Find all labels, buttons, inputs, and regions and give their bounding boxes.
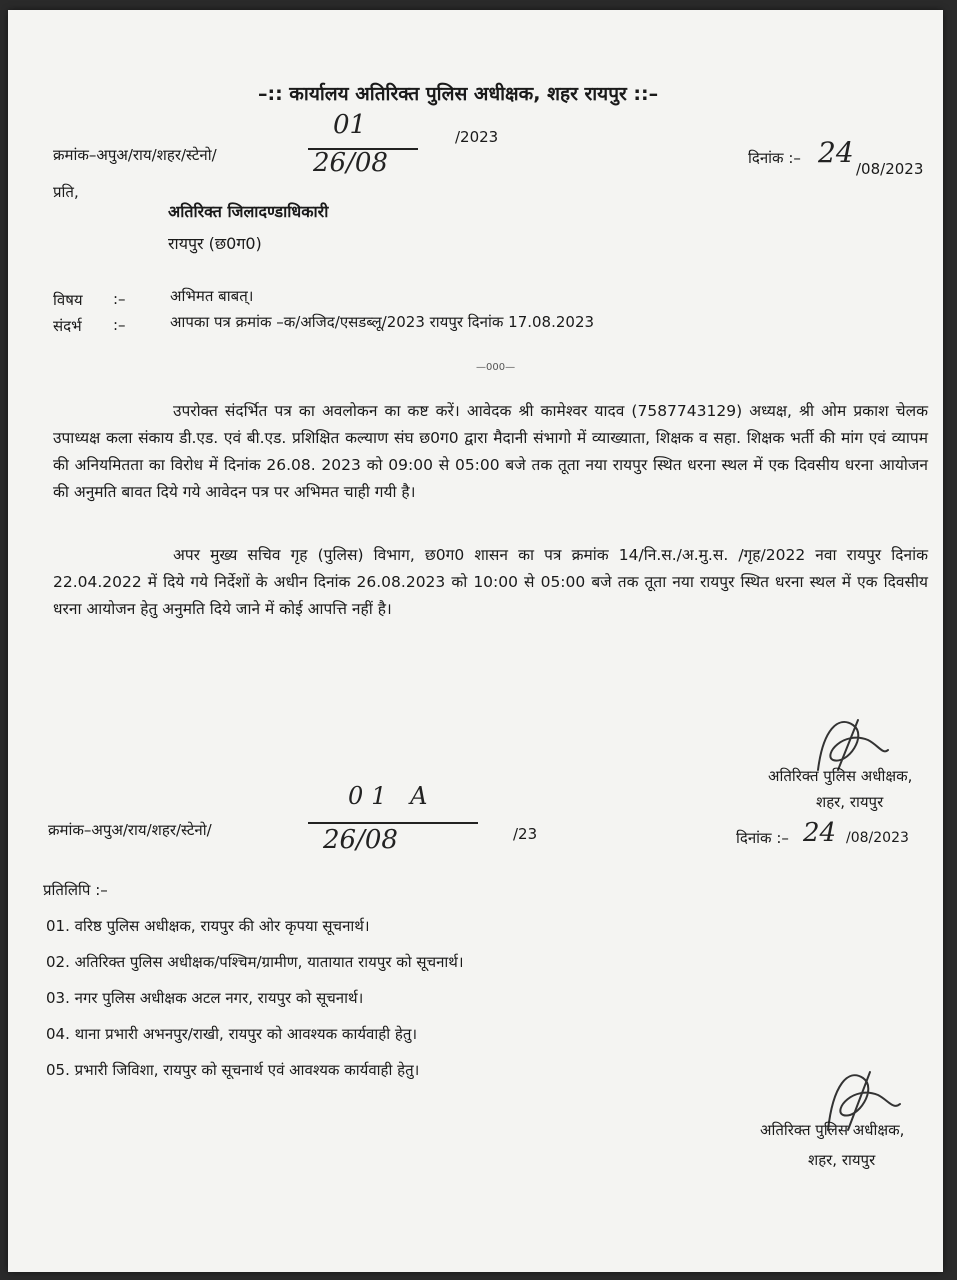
- handwritten-date-day: 24: [818, 136, 854, 169]
- handwritten-date-bottom-day: 24: [803, 818, 837, 848]
- signature-1-designation: अतिरिक्त पुलिस अधीक्षक,: [768, 767, 913, 785]
- ref-number-label: क्रमांक–अपुअ/राय/शहर/स्टेनो/: [53, 146, 217, 164]
- signature-2-location: शहर, रायपुर: [808, 1151, 876, 1169]
- body-paragraph-1-text: उपरोक्त संदर्भित पत्र का अवलोकन का कष्ट करें। आवेदक श्री कामेश्वर यादव (7587743129) अध्यक्ष, श्री ओम प्रकाश चेलक उपाध्यक्ष कला संकाय डी.एड. एवं बी.एड. प्रशिक्षित कल्याण संघ छ0ग0 द्वारा मैदानी संभागो में व्याख्याता, शिक्षक व सहा. शिक्षक भर्ती की मांग एवं व्यापम की अनियमितता का विरोध में दिनांक 26.08. 2023 को 09:00 से 05:00 बजे तक तूता नया रायपुर स्थित धरना स्थल में एक दिवसीय धरना आयोजन की अनुमति बावत दिये गये आवेदन पत्र पर अभिमत चाही गयी है।: [53, 402, 928, 501]
- handwritten-ref-bottom: 26/08: [313, 148, 388, 178]
- ref-year: /2023: [455, 128, 499, 146]
- handwritten-ref-bottom-bottom: 26/08: [323, 825, 398, 855]
- recipient-line1: अतिरिक्त जिलादण्डाधिकारी: [168, 202, 329, 221]
- recipient-line2: रायपुर (छ0ग0): [168, 234, 262, 253]
- body-paragraph-2: [53, 542, 928, 623]
- date-bottom-suffix: /08/2023: [846, 830, 909, 846]
- copy-item-4: 04. थाना प्रभारी अभनपुर/राखी, रायपुर को आवश्यक कार्यवाही हेतु।: [46, 1025, 418, 1043]
- body-paragraph-1: [53, 398, 928, 506]
- subject-label: विषय: [53, 291, 83, 309]
- date-bottom-label: दिनांक :–: [736, 829, 789, 847]
- reference-sep: :–: [113, 316, 126, 334]
- signature-2-designation: अतिरिक्त पुलिस अधीक्षक,: [760, 1121, 905, 1139]
- copy-item-2: 02. अतिरिक्त पुलिस अधीक्षक/पश्चिम/ग्रामीण, यातायात रायपुर को सूचनार्थ।: [46, 953, 464, 971]
- reference-text: आपका पत्र क्रमांक –क/अजिद/एसडब्लू/2023 रायपुर दिनांक 17.08.2023: [170, 313, 595, 331]
- body-paragraph-2-text: अपर मुख्य सचिव गृह (पुलिस) विभाग, छ0ग0 शासन का पत्र क्रमांक 14/नि.स./अ.मु.स. /गृह/2022 नवा रायपुर दिनांक 22.04.2022 में दिये गये निर्देशों के अधीन दिनांक 26.08.2023 को 10:00 से 05:00 बजे तक तूता नया रायपुर स्थित धरना स्थल में एक दिवसीय धरना आयोजन हेतु अनुमति दिये जाने में कोई आपत्ति नहीं है।: [53, 546, 928, 618]
- copy-item-5: 05. प्रभारी जिविशा, रायपुर को सूचनार्थ एवं आवश्यक कार्यवाही हेतु।: [46, 1061, 420, 1079]
- handwritten-fraction-line-2: [308, 822, 478, 824]
- date-label: दिनांक :–: [748, 149, 801, 167]
- date-suffix: /08/2023: [856, 160, 924, 178]
- ref-bottom-year: /23: [513, 825, 538, 843]
- to-label: प्रति,: [53, 183, 79, 201]
- handwritten-ref-bottom-top: 01 A: [348, 782, 436, 810]
- subject-sep: :–: [113, 290, 126, 308]
- reference-label: संदर्भ: [53, 317, 82, 335]
- page-title: –:: कार्यालय अतिरिक्त पुलिस अधीक्षक, शहर रायपुर ::–: [258, 83, 659, 105]
- signature-1-location: शहर, रायपुर: [816, 793, 884, 811]
- section-divider: —000—: [476, 362, 516, 373]
- copy-item-1: 01. वरिष्ठ पुलिस अधीक्षक, रायपुर की ओर कृपया सूचनार्थ।: [46, 917, 370, 935]
- letter-page: [8, 10, 943, 1272]
- ref-bottom-number-label: क्रमांक–अपुअ/राय/शहर/स्टेनो/: [48, 821, 212, 839]
- handwritten-ref-top: 01: [333, 110, 367, 140]
- copy-item-3: 03. नगर पुलिस अधीक्षक अटल नगर, रायपुर को सूचनार्थ।: [46, 989, 364, 1007]
- subject-text: अभिमत बाबत्।: [170, 287, 254, 305]
- copy-label: प्रतिलिपि :–: [43, 881, 108, 899]
